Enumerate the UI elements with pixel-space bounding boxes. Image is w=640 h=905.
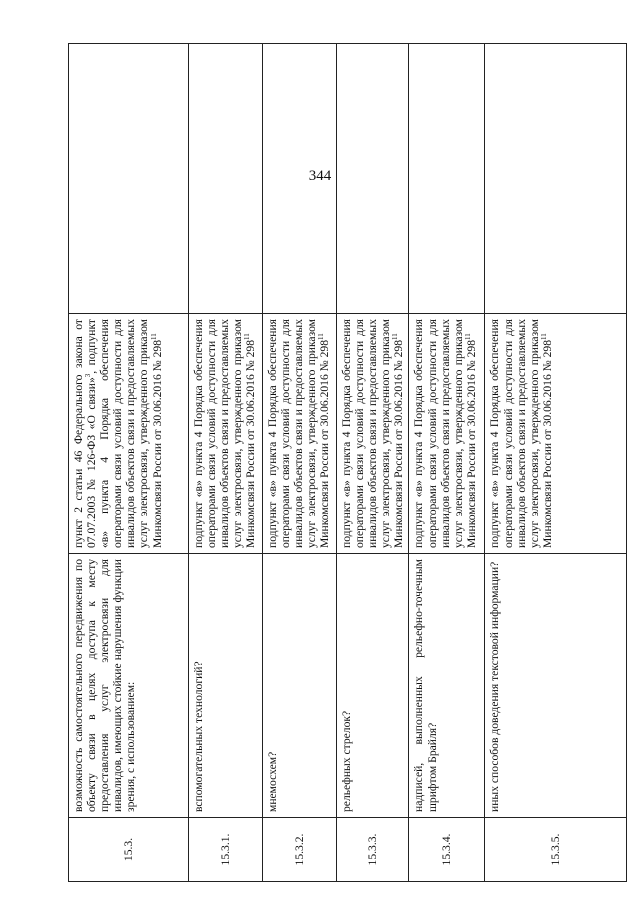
- row-number: 15.3.: [69, 818, 189, 882]
- row-number: 15.3.1.: [189, 818, 263, 882]
- requirements-table: [68, 43, 627, 882]
- question-cell: вспомогательных технологий?: [189, 554, 263, 818]
- legal-basis-text: подпункт «в» пункта 4 Порядка обеспечения операторами связи условий доступности для инвалидов объектов связи и предоставляемых услуг электросвязи, утвержденного приказом Минкомсвязи России от 30.06.2016 № 298: [412, 319, 478, 548]
- legal-basis-cell: [485, 314, 627, 554]
- table-container: [68, 44, 626, 882]
- answer-cell: [69, 44, 189, 314]
- answer-cell: [337, 44, 409, 314]
- row-number: 15.3.2.: [263, 818, 337, 882]
- legal-basis-text: подпункт «в» пункта 4 Порядка обеспечения операторами связи условий доступности для инвалидов объектов связи и предоставляемых услуг электросвязи, утвержденного приказом Минкомсвязи России от 30.06.2016 № 298: [266, 319, 332, 548]
- footnote-ref: 3: [84, 373, 93, 378]
- footnote-ref: 11: [317, 333, 326, 340]
- table-row: [189, 44, 263, 882]
- table-row: [409, 44, 485, 882]
- answer-cell: [409, 44, 485, 314]
- question-cell: возможность самостоятельного передвижения по объекту связи в целях доступа к месту предоставления услуг электросвязи для инвалидов, имеющих стойкие нарушения функции зрения, с использованием:: [69, 554, 189, 818]
- footnote-ref: 11: [149, 333, 158, 340]
- legal-basis-cell: [189, 314, 263, 554]
- legal-basis-cell: [337, 314, 409, 554]
- footnote-ref: 11: [391, 333, 400, 340]
- question-cell: иных способов доведения текстовой информации?: [485, 554, 627, 818]
- footnote-ref: 11: [243, 333, 252, 340]
- answer-cell: [485, 44, 627, 314]
- question-cell: мнемосхем?: [263, 554, 337, 818]
- row-number: 15.3.3.: [337, 818, 409, 882]
- question-cell: надписей, выполненных рельефно-точечным шрифтом Брайля?: [409, 554, 485, 818]
- legal-basis-text-cont: , подпункт «в» пункта 4 Порядка обеспечения операторами связи условий доступности для инвалидов объектов связи и предоставляемых услуг электросвязи, утвержденного приказом Минкомсвязи России от 30.06.2016 № 298: [85, 319, 164, 548]
- legal-basis-cell: [263, 314, 337, 554]
- table-row: [263, 44, 337, 882]
- legal-basis-text: подпункт «в» пункта 4 Порядка обеспечения операторами связи условий доступности для инвалидов объектов связи и предоставляемых услуг электросвязи, утвержденного приказом Минкомсвязи России от 30.06.2016 № 298: [192, 319, 258, 548]
- page-number: 344: [308, 168, 332, 184]
- row-number: 15.3.4.: [409, 818, 485, 882]
- legal-basis-text: подпункт «в» пункта 4 Порядка обеспечения операторами связи условий доступности для инвалидов объектов связи и предоставляемых услуг электросвязи, утвержденного приказом Минкомсвязи России от 30.06.2016 № 298: [340, 319, 406, 548]
- answer-cell: [189, 44, 263, 314]
- answer-cell: [263, 44, 337, 314]
- rotated-table-frame: [68, 44, 626, 882]
- legal-basis-text: подпункт «в» пункта 4 Порядка обеспечения операторами связи условий доступности для инвалидов объектов связи и предоставляемых услуг электросвязи, утвержденного приказом Минкомсвязи России от 30.06.2016 № 298: [488, 319, 554, 548]
- footnote-ref: 11: [463, 333, 472, 340]
- legal-basis-cell: [69, 314, 189, 554]
- question-cell: рельефных стрелок?: [337, 554, 409, 818]
- legal-basis-text: пункт 2 статьи 46 Федерального закона от 07.07.2003 № 126-ФЗ «О связи»: [72, 319, 99, 548]
- table-row: [337, 44, 409, 882]
- row-number: 15.3.5.: [485, 818, 627, 882]
- footnote-ref: 11: [539, 333, 548, 340]
- legal-basis-cell: [409, 314, 485, 554]
- table-row: [485, 44, 627, 882]
- table-row: [69, 44, 189, 882]
